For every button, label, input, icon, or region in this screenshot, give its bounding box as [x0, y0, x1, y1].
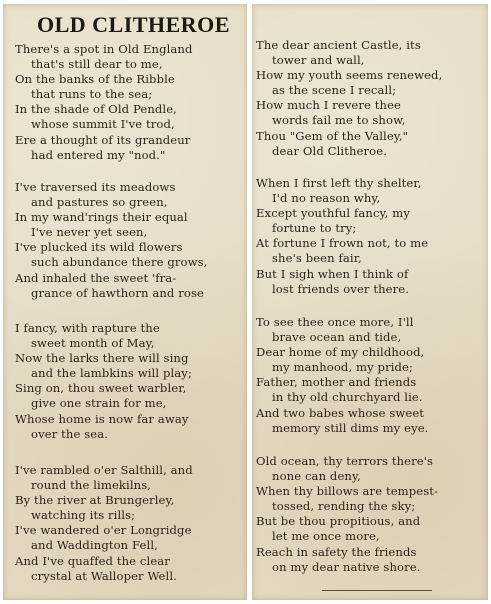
poem-line: on my dear native shore.: [272, 559, 421, 574]
poem-line: How much I revere thee: [256, 98, 402, 113]
stanza-right-2: [256, 176, 484, 297]
poem-line: memory still dims my eye.: [272, 420, 429, 435]
poem-line: And I've quaffed the clear: [15, 553, 170, 568]
poem-line: In my wand'rings their equal: [15, 210, 188, 225]
poem-line: as the scene I recall;: [272, 83, 397, 98]
poem-line: that runs to the sea;: [31, 87, 153, 102]
poem-line: let me once more,: [272, 529, 380, 544]
poem-line: lost friends over there.: [272, 281, 410, 296]
poem-line: she's been fair,: [272, 251, 362, 266]
poem-line: I've plucked its wild flowers: [15, 240, 183, 255]
poem-line: There's a spot in Old England: [15, 42, 193, 56]
poem-line: And inhaled the sweet 'fra-: [15, 270, 177, 285]
poem-line: But be thou propitious, and: [256, 514, 421, 529]
left-clipping: [3, 4, 247, 600]
poem-line: When I first left thy shelter,: [256, 176, 422, 190]
poem-line: Dear home of my childhood,: [256, 345, 425, 360]
stanza-left-2: [15, 180, 242, 301]
poem-line: How my youth seems renewed,: [256, 68, 443, 83]
poem-line: watching its rills;: [31, 508, 136, 523]
poem-line: I'd no reason why,: [272, 191, 381, 206]
poem-line: such abundance there grows,: [31, 255, 208, 270]
poem-line: Father, mother and friends: [256, 375, 417, 390]
end-rule: [322, 590, 432, 591]
poem-line: give one strain for me,: [31, 396, 167, 411]
stanza-left-1: [15, 42, 242, 163]
poem-line: words fail me to show,: [272, 113, 406, 128]
poem-line: I've traversed its meadows: [15, 180, 176, 194]
poem-line: Whose home is now far away: [15, 411, 189, 426]
poem-line: To see thee once more, I'll: [256, 315, 414, 329]
poem-line: I've never yet seen,: [31, 225, 148, 240]
poem-line: brave ocean and tide,: [272, 330, 402, 345]
stanza-left-4: [15, 463, 242, 584]
poem-line: sweet month of May,: [31, 336, 155, 351]
poem-line: Thou "Gem of the Valley,": [256, 128, 409, 143]
poem-line: that's still dear to me,: [31, 57, 163, 72]
poem-line: dear Old Clitheroe.: [272, 143, 387, 158]
poem-line: Old ocean, thy terrors there's: [256, 454, 434, 468]
poem-line: Reach in safety the friends: [256, 544, 417, 559]
poem-line: and Waddington Fell,: [31, 538, 158, 553]
poem-line: fortune to try;: [272, 221, 357, 236]
poem-line: At fortune I frown not, to me: [256, 236, 429, 251]
poem-line: crystal at Walloper Well.: [31, 568, 177, 583]
poem-line: In the shade of Old Pendle,: [15, 102, 177, 117]
poem-line: I've rambled o'er Salthill, and: [15, 463, 193, 477]
poem-line: On the banks of the Ribble: [15, 72, 175, 87]
poem-line: and the lambkins will play;: [31, 366, 192, 381]
poem-line: grance of hawthorn and rose: [31, 285, 204, 300]
poem-line: I fancy, with rapture the: [15, 321, 160, 335]
right-clipping: [252, 4, 488, 600]
poem-line: Now the larks there will sing: [15, 351, 189, 366]
poem-line: Sing on, thou sweet warbler,: [15, 381, 187, 396]
poem-line: The dear ancient Castle, its: [256, 38, 421, 52]
poem-line: my manhood, my pride;: [272, 360, 414, 375]
poem-line: But I sigh when I think of: [256, 266, 409, 281]
poem-line: Ere a thought of its grandeur: [15, 132, 191, 147]
poem-line: By the river at Brungerley,: [15, 493, 175, 508]
stanza-right-1: [256, 38, 484, 159]
poem-title: OLD CLITHEROE: [37, 12, 230, 37]
poem-line: round the limekilns,: [31, 478, 152, 493]
poem-line: had entered my "nod.": [31, 147, 166, 162]
poem-line: I've wandered o'er Longridge: [15, 523, 192, 538]
poem-line: Except youthful fancy, my: [256, 206, 410, 221]
stanza-left-3: [15, 321, 242, 442]
poem-line: in thy old churchyard lie.: [272, 390, 423, 405]
stanza-right-4: [256, 454, 484, 575]
poem-line: over the sea.: [31, 426, 108, 441]
poem-line: none can deny,: [272, 469, 361, 484]
poem-line: When thy billows are tempest-: [256, 484, 439, 499]
poem-line: tower and wall,: [272, 53, 365, 68]
poem-line: and pastures so green,: [31, 195, 168, 210]
poem-line: tossed, rending the sky;: [272, 499, 416, 514]
poem-line: whose summit I've trod,: [31, 117, 175, 132]
poem-line: And two babes whose sweet: [256, 405, 425, 420]
stanza-right-3: [256, 315, 484, 436]
